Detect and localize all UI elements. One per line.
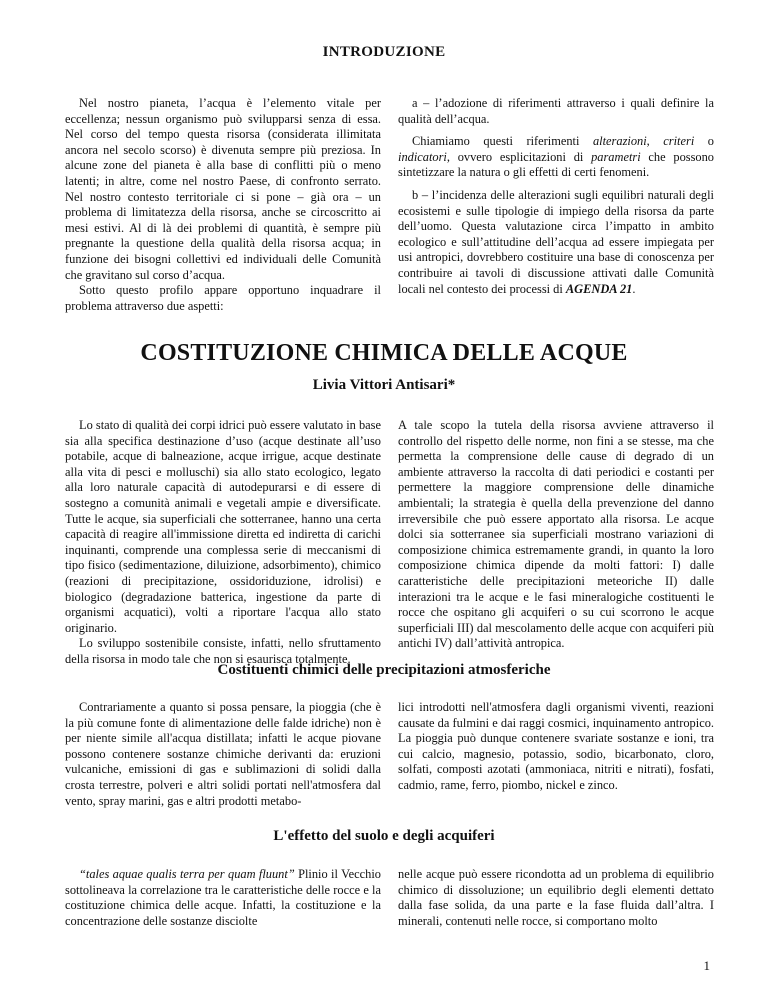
section2-paragraph: nelle acque può essere ricondotta ad un problema di equilibrio chimico di dissoluzione; un equilibrio degli elementi dettato dalla fase solida, da una parte e la fase fluida dall’altra. I minerali, contenuti nelle rocce, si comportano molto — [398, 867, 714, 928]
section1-left-column — [65, 700, 381, 809]
article-title: COSTITUZIONE CHIMICA DELLE ACQUE — [140, 340, 628, 366]
article-paragraph: Lo stato di qualità dei corpi idrici può essere valutato in base sia alla specifica destinazione d’uso (acque destinate all’uso potabile, acque di balneazione, acque irrigue, acque destinate alla vita di pesci e molluschi) sia allo stato ecologico, legato alla loro naturale capacità di autodepurarsi e di essere di sostegno a comunità animali e vegetali ampie e diversificate. Tutte le acque, sia superficiali che sotterranee, hanno una certa capacità di reagire all'immissione diretta ed indiretta di carichi inquinanti, comprende una complessa serie di meccanismi di tipo fisico (sedimentazione, diluizione, adsorbimento), chimico (reazioni di precipitazione, ossidoriduzione, idrolisi) e biologico (degradazione batterica, ingestione da parte di organismi acquatici), volti a riportare l'acqua allo stato originario. — [65, 418, 381, 635]
term-alterazioni: alterazioni — [592, 134, 647, 149]
plinio-quote: “tales aquae qualis terra per quam fluunt” — [79, 867, 295, 881]
section2-right-column — [398, 867, 714, 929]
intro-heading: INTRODUZIONE — [322, 44, 446, 60]
article-left-column — [65, 418, 381, 668]
section1-right-column — [398, 700, 714, 794]
section-title-suolo: L'effetto del suolo e degli acquiferi — [273, 828, 495, 844]
intro-definition: Chiamiamo questi riferimenti alterazioni, criteri o indicatori, ovvero esplicitazioni di parametri che possono sintetizzare la natura o gli effetti di certi fenomeni. — [398, 134, 714, 180]
intro-left-column — [65, 96, 381, 314]
intro-paragraph: Sotto questo profilo appare opportuno inquadrare il problema attraverso due aspetti: — [65, 283, 381, 313]
intro-point-a: a – l’adozione di riferimenti attraverso i quali definire la qualità dell’acqua. — [398, 96, 714, 126]
agenda-21-term: AGENDA 21 — [565, 281, 633, 296]
article-paragraph: A tale scopo la tutela della risorsa avviene attraverso il controllo del rispetto delle norme, non fini a se stesse, ma che permetta la comprensione delle cause di degrado di un ambiente attraverso la raccolta di dati periodici e costanti per permettere la maggiore comprensione delle dinamiche ambientali; la strategia è quella della prevenzione del danno irreversibile che può essere apportato alla risorsa. Le acque dolci sia sotterranee sia superficiali mostrano variazioni di composizione chimica estremamente grandi, in quanto la loro composizione chimica dipende da molti fattori: I) dalle caratteristiche delle precipitazioni meteoriche II) dalle interazioni tra le acque e le fasi mineralogiche costituenti le rocce che ospitano gli acquiferi o su cui scorrono le acque superficiali III) dal mescolamento delle acque con acquiferi più antichi IV) dall’attività antropica. — [398, 418, 714, 651]
article-paragraph: Lo sviluppo sostenibile consiste, infatti, nello sfruttamento della risorsa in modo tale che non si esaurisca totalmente. — [65, 636, 381, 666]
section2-left-column — [65, 867, 381, 929]
section1-paragraph: Contrariamente a quanto si possa pensare, la pioggia (che è la più comune fonte di alimentazione delle falde idriche) non è per niente simile all'acqua distillata; infatti le acque piovane possono contenere sostanze chimiche derivanti da: eruzioni vulcaniche, emissioni di gas e sublimazioni di solidi dalla crosta terrestre, polveri e altri solidi portati nell'atmosfera dal vento, spray marini, gas e altri prodotti metabo- — [65, 700, 381, 808]
section2-paragraph: “tales aquae qualis terra per quam fluunt” Plinio il Vecchio sottolineava la correlazione tra le caratteristiche delle rocce e la costituzione chimica delle acque. Infatti, la costituzione e la concentrazione delle sostanze disciolte — [65, 867, 381, 928]
intro-paragraph: Nel nostro pianeta, l’acqua è l’elemento vitale per eccellenza; nessun organismo può svilupparsi senza di essa. Nel corso del tempo questa risorsa (considerata illimitata ancora nel secolo scorso) è divenuta sempre più preziosa. In alcune zone del pianeta è alla base di conflitti più o meno latenti; in altre, come nel nostro Paese, di confronto serrato. Nel nostro contesto territoriale ci si pone – già ora – un problema di limitatezza della risorsa, anche se circoscritto ai mesi estivi. Al di là dei problemi di quantità, è sempre più pregnante la questione della qualità della risorsa acqua; in funzione dei bisogni collettivi ed individuali delle Comunità che gravitano sul corso d’acqua. — [65, 96, 381, 282]
page-number: 1 — [703, 958, 710, 973]
term-indicatori: indicatori — [398, 149, 447, 164]
section1-paragraph: lici introdotti nell'atmosfera dagli organismi viventi, reazioni causate da fulmini e dai raggi cosmici, inquinamento antropico. La pioggia può dunque contenere svariate sostanze e ioni, tra cui calcio, magnesio, potassio, sodio, bicarbonato, cloro, solfati, composti azotati (ammoniaca, nitriti e nitrati), fosfati, cadmio, rame, ferro, piombo, nickel e zinco. — [398, 700, 714, 792]
intro-right-column — [398, 96, 714, 297]
article-right-column — [398, 418, 714, 652]
term-criteri: criteri — [663, 134, 695, 149]
term-parametri: parametri — [591, 149, 641, 164]
section-title-precipitazioni: Costituenti chimici delle precipitazioni atmosferiche — [217, 662, 551, 678]
intro-point-b: b – l’incidenza delle alterazioni sugli equilibri naturali degli ecosistemi e sulle tipologie di impiego della risorsa da parte dell’uomo. Questa valutazione circa l’impatto in ambito ecologico e sull’attitudine dell’acqua ad essere impiegata per usi antropici, dovrebbero costituire una base di conoscenza per contribuire ai tavoli di discussione attivati dalle Comunità locali nel contesto dei processi di AGENDA 21. — [398, 187, 714, 296]
article-author: Livia Vittori Antisari* — [312, 377, 456, 393]
